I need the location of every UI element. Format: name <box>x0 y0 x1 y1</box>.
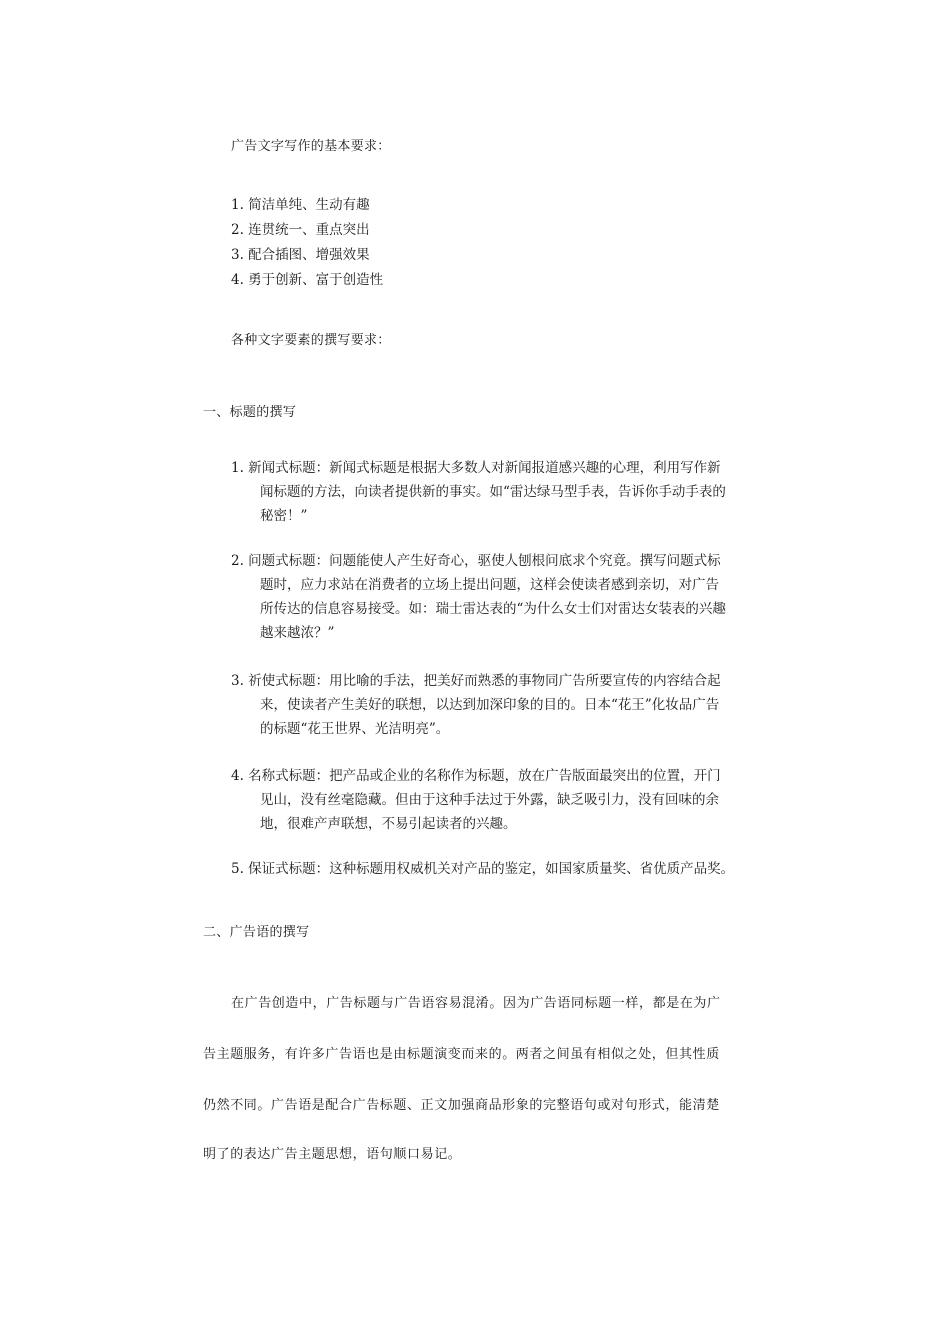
section1-heading: 一、标题的撰写 <box>203 405 297 420</box>
requirement-item: 2. 连贯统一、重点突出 <box>231 222 370 238</box>
item-line: 1. 新闻式标题：新闻式标题是根据大多数人对新闻报道感兴趣的心理，利用写作新 <box>231 460 721 476</box>
item-line: 越来越浓？” <box>260 625 335 641</box>
item-line: 4. 名称式标题：把产品或企业的名称作为标题，放在广告版面最突出的位置，开门 <box>231 768 721 784</box>
paragraph-line: 仍然不同。广告语是配合广告标题、正文加强商品形象的完整语句或对句形式，能清楚 <box>203 1098 720 1113</box>
item-line: 2. 问题式标题：问题能使人产生好奇心，驱使人刨根问底求个究竟。撰写问题式标 <box>231 553 721 569</box>
requirement-item: 4. 勇于创新、富于创造性 <box>231 272 384 288</box>
item-line: 来，使读者产生美好的联想，以达到加深印象的目的。日本“花王”化妆品广告 <box>260 697 720 713</box>
paragraph-line: 告主题服务，有许多广告语也是由标题演变而来的。两者之间虽有相似之处，但其性质 <box>203 1047 720 1062</box>
item-line: 题时，应力求站在消费者的立场上提出问题，这样会使读者感到亲切，对广告 <box>260 577 719 593</box>
intro-heading: 广告文字写作的基本要求： <box>231 139 391 154</box>
title-type-item <box>231 456 751 528</box>
item-line: 3. 祈使式标题：用比喻的手法，把美好而熟悉的事物同广告所要宣传的内容结合起 <box>231 673 721 689</box>
section2-heading: 二、广告语的撰写 <box>203 925 310 940</box>
item-line: 见山，没有丝毫隐藏。但由于这种手法过于外露，缺乏吸引力，没有回味的余 <box>260 792 719 808</box>
elements-heading: 各种文字要素的撰写要求： <box>231 333 391 348</box>
title-type-item <box>231 764 751 836</box>
item-line: 地，很难产声联想，不易引起读者的兴趣。 <box>260 816 517 832</box>
title-type-item <box>231 857 751 881</box>
paragraph-line: 明了的表达广告主题思想，语句顺口易记。 <box>203 1147 462 1162</box>
title-type-item <box>231 669 751 741</box>
title-type-item <box>231 549 751 645</box>
item-line: 闻标题的方法，向读者提供新的事实。如“雷达绿马型手表，告诉你手动手表的 <box>260 484 726 500</box>
item-line: 的标题“花王世界、光洁明亮”。 <box>260 721 450 737</box>
item-line: 5. 保证式标题：这种标题用权威机关对产品的鉴定，如国家质量奖、省优质产品奖。 <box>231 861 735 877</box>
requirement-item: 1. 简洁单纯、生动有趣 <box>231 197 370 213</box>
requirement-item: 3. 配合插图、增强效果 <box>231 247 370 263</box>
item-line: 秘密！” <box>260 508 308 524</box>
paragraph-line: 在广告创造中，广告标题与广告语容易混淆。因为广告语同标题一样，都是在为广 <box>231 996 721 1011</box>
item-line: 所传达的信息容易接受。如：瑞士雷达表的“为什么女士们对雷达女装表的兴趣 <box>260 601 726 617</box>
